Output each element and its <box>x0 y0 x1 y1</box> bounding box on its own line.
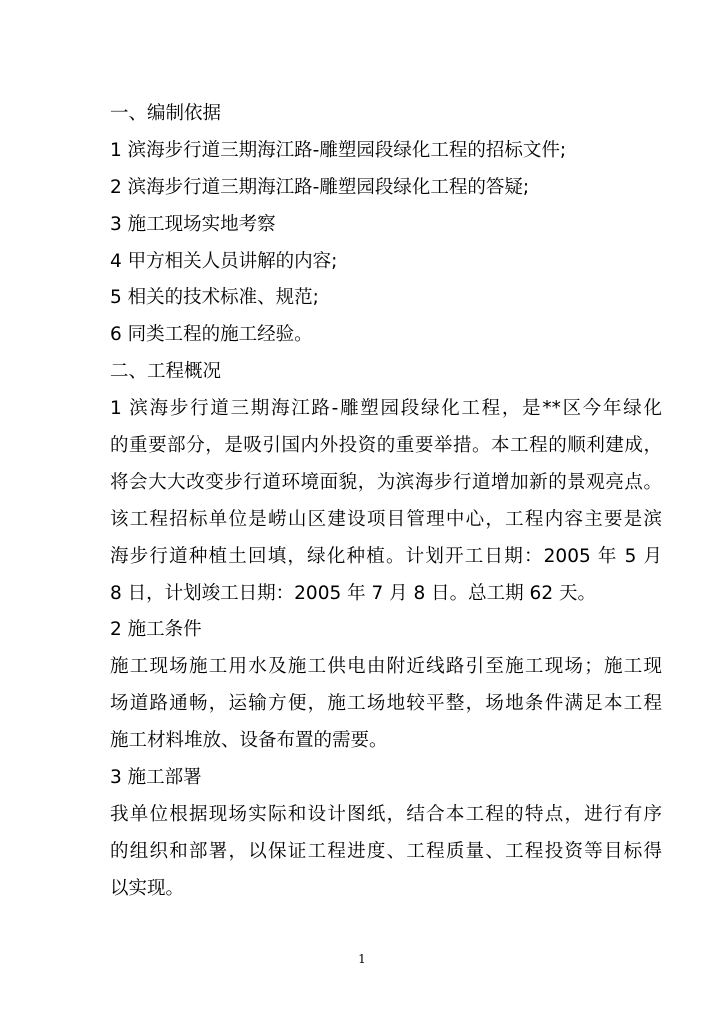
basis-item-1: 1 滨海步行道三期海江路-雕塑园段绿化工程的招标文件; <box>110 139 567 161</box>
overview-paragraph-line: 将会大大改变步行道环境面貌，为滨海步行道增加新的景观亮点。 <box>110 471 662 493</box>
basis-item-3: 3 施工现场实地考察 <box>110 213 276 235</box>
conditions-paragraph-line: 施工材料堆放、设备布置的需要。 <box>110 730 388 752</box>
subheading-deployment: 3 施工部署 <box>110 767 202 789</box>
overview-paragraph-line: 海步行道种植土回填，绿化种植。计划开工日期：2005 年 5 月 <box>110 545 662 567</box>
overview-paragraph-line: 的重要部分，是吸引国内外投资的重要举措。本工程的顺利建成， <box>110 435 662 457</box>
basis-item-5: 5 相关的技术标准、规范; <box>110 287 319 309</box>
overview-paragraph-line: 该工程招标单位是崂山区建设项目管理中心，工程内容主要是滨 <box>110 508 662 530</box>
overview-paragraph-line: 8 日，计划竣工日期：2005 年 7 月 8 日。总工期 62 天。 <box>110 582 596 604</box>
document-body <box>110 96 670 908</box>
conditions-paragraph-line: 场道路通畅，运输方便，施工场地较平整，场地条件满足本工程 <box>110 693 662 715</box>
basis-item-6: 6 同类工程的施工经验。 <box>110 324 313 346</box>
overview-paragraph-line: 1 滨海步行道三期海江路-雕塑园段绿化工程，是**区今年绿化 <box>110 398 662 420</box>
deployment-paragraph-line: 以实现。 <box>110 877 185 899</box>
section-heading-overview: 二、工程概况 <box>110 361 222 383</box>
page-number: 1 <box>358 952 366 966</box>
section-heading-basis: 一、编制依据 <box>110 103 222 124</box>
basis-item-2: 2 滨海步行道三期海江路-雕塑园段绿化工程的答疑; <box>110 176 530 198</box>
deployment-paragraph-line: 我单位根据现场实际和设计图纸，结合本工程的特点，进行有序 <box>110 803 662 825</box>
subheading-conditions: 2 施工条件 <box>110 619 202 641</box>
conditions-paragraph-line: 施工现场施工用水及施工供电由附近线路引至施工现场；施工现 <box>110 656 662 678</box>
deployment-paragraph-line: 的组织和部署，以保证工程进度、工程质量、工程投资等目标得 <box>110 840 662 862</box>
basis-item-4: 4 甲方相关人员讲解的内容; <box>110 250 338 272</box>
